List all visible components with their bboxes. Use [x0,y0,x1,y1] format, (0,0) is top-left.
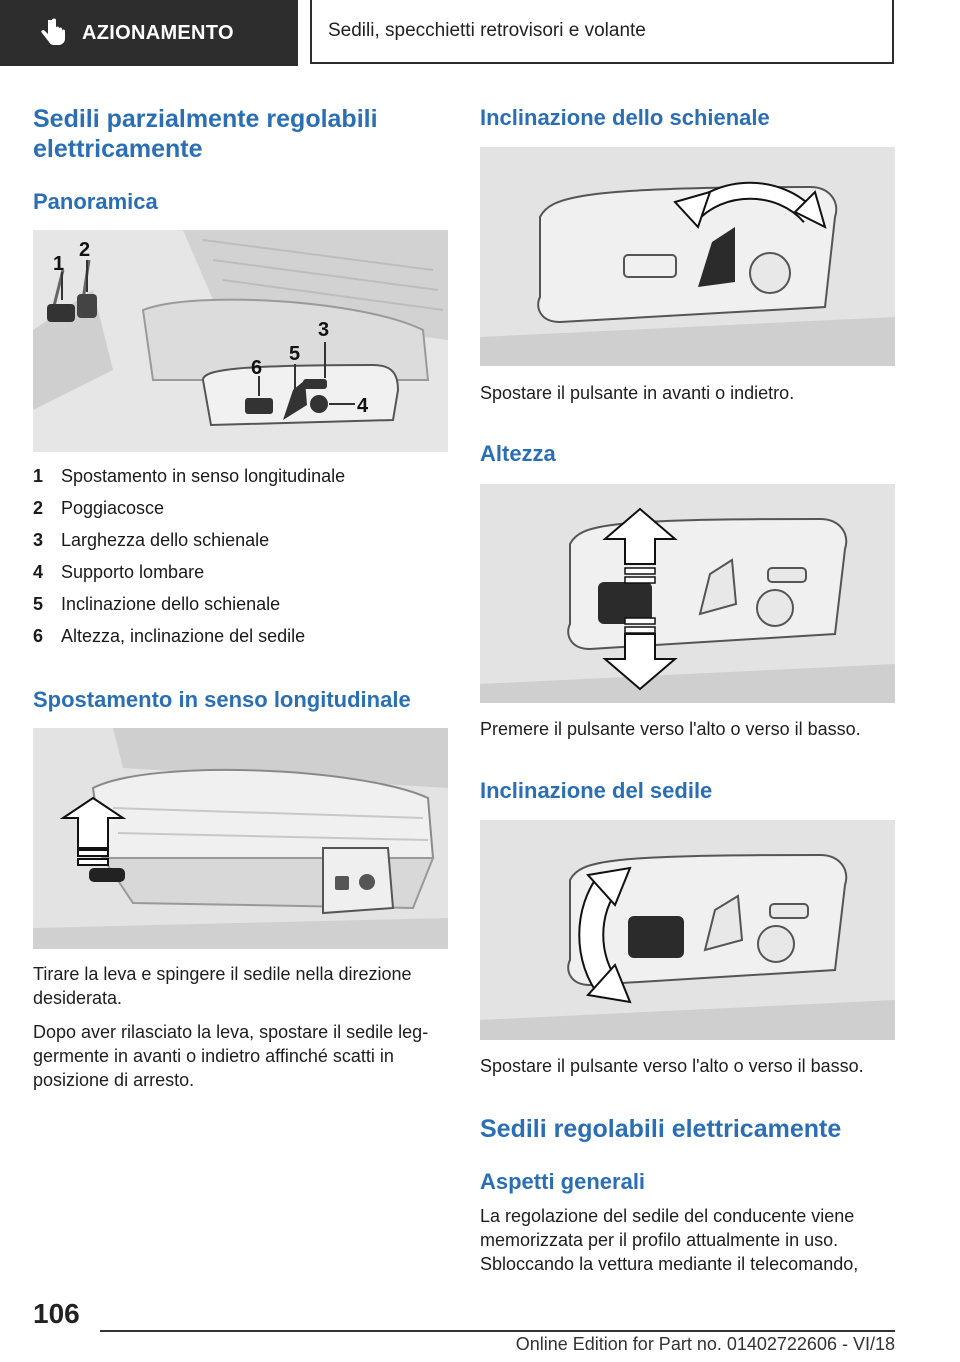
general-paragraph: La regolazione del sedile del conducente viene memorizzata per il profilo attualmente in uso. Sbloccando la vettura mediante il telecomando, [480,1206,859,1274]
tilt-heading: Inclinazione del sedile [480,778,713,803]
legend-item [33,460,448,492]
legend-text: Altezza, inclinazione del sedile [61,625,306,646]
legend-item [33,588,448,620]
longitudinal-paragraph-2: Dopo aver rilasciato la leva, spostare il sedile leggermente in avanti o indietro affinché scatti in posizione di arresto. [33,1022,429,1090]
legend-item [33,620,448,652]
footer-divider [100,1330,895,1332]
edition-note: Online Edition for Part no. 01402722606 - VI/18 [515,1334,895,1354]
legend-number: 6 [33,625,44,646]
legend-number: 1 [33,465,44,486]
callout-1: 1 [53,253,65,275]
tilt-caption: Spostare il pulsante verso l'alto o verso il basso. [480,1056,864,1076]
overview-heading: Panoramica [33,189,158,214]
backrest-figure [480,147,895,366]
chapter-tab [0,0,298,66]
legend-number: 2 [33,497,44,518]
legend-item [33,524,448,556]
legend-item [33,492,448,524]
main-heading: Sedili parzialmente regolabili elettricamente [33,105,378,163]
tilt-figure [480,820,895,1040]
backrest-heading: Inclinazione dello schienale [480,105,770,130]
electric-heading: Sedili regolabili elettricamente [480,1115,842,1143]
height-heading: Altezza [480,441,556,466]
hand-pointer-icon [36,16,70,50]
legend-item [33,556,448,588]
height-caption: Premere il pulsante verso l'alto o verso il basso. [480,719,861,739]
seat-overview-figure [33,230,448,452]
callout-6: 6 [251,357,263,379]
legend-text: Supporto lombare [61,561,205,582]
legend-number: 4 [33,561,44,582]
longitudinal-figure [33,728,448,949]
legend-number: 3 [33,529,44,550]
chapter-tab-label: AZIONAMENTO [82,21,234,44]
longitudinal-paragraph-1: Tirare la leva e spingere il sedile nella direzione desiderata. [33,964,412,1008]
general-heading: Aspetti generali [480,1169,646,1194]
longitudinal-heading: Spostamento in senso longitudinale [33,687,411,712]
backrest-caption: Spostare il pulsante in avanti o indietro. [480,383,795,403]
legend-number: 5 [33,593,44,614]
legend-text: Spostamento in senso longitudinale [61,465,346,486]
section-title: Sedili, specchietti retrovisori e volante [328,20,646,41]
callout-2: 2 [79,239,91,261]
section-header [310,0,894,64]
page-header [0,0,960,66]
height-figure [480,484,895,703]
legend-text: Larghezza dello schienale [61,529,270,550]
callout-5: 5 [289,343,301,365]
page-number: 106 [33,1298,80,1329]
legend-text: Inclinazione dello schienale [61,593,281,614]
overview-legend [33,460,448,652]
callout-3: 3 [318,319,330,341]
callout-4: 4 [357,395,369,417]
legend-text: Poggiacosce [61,497,165,518]
